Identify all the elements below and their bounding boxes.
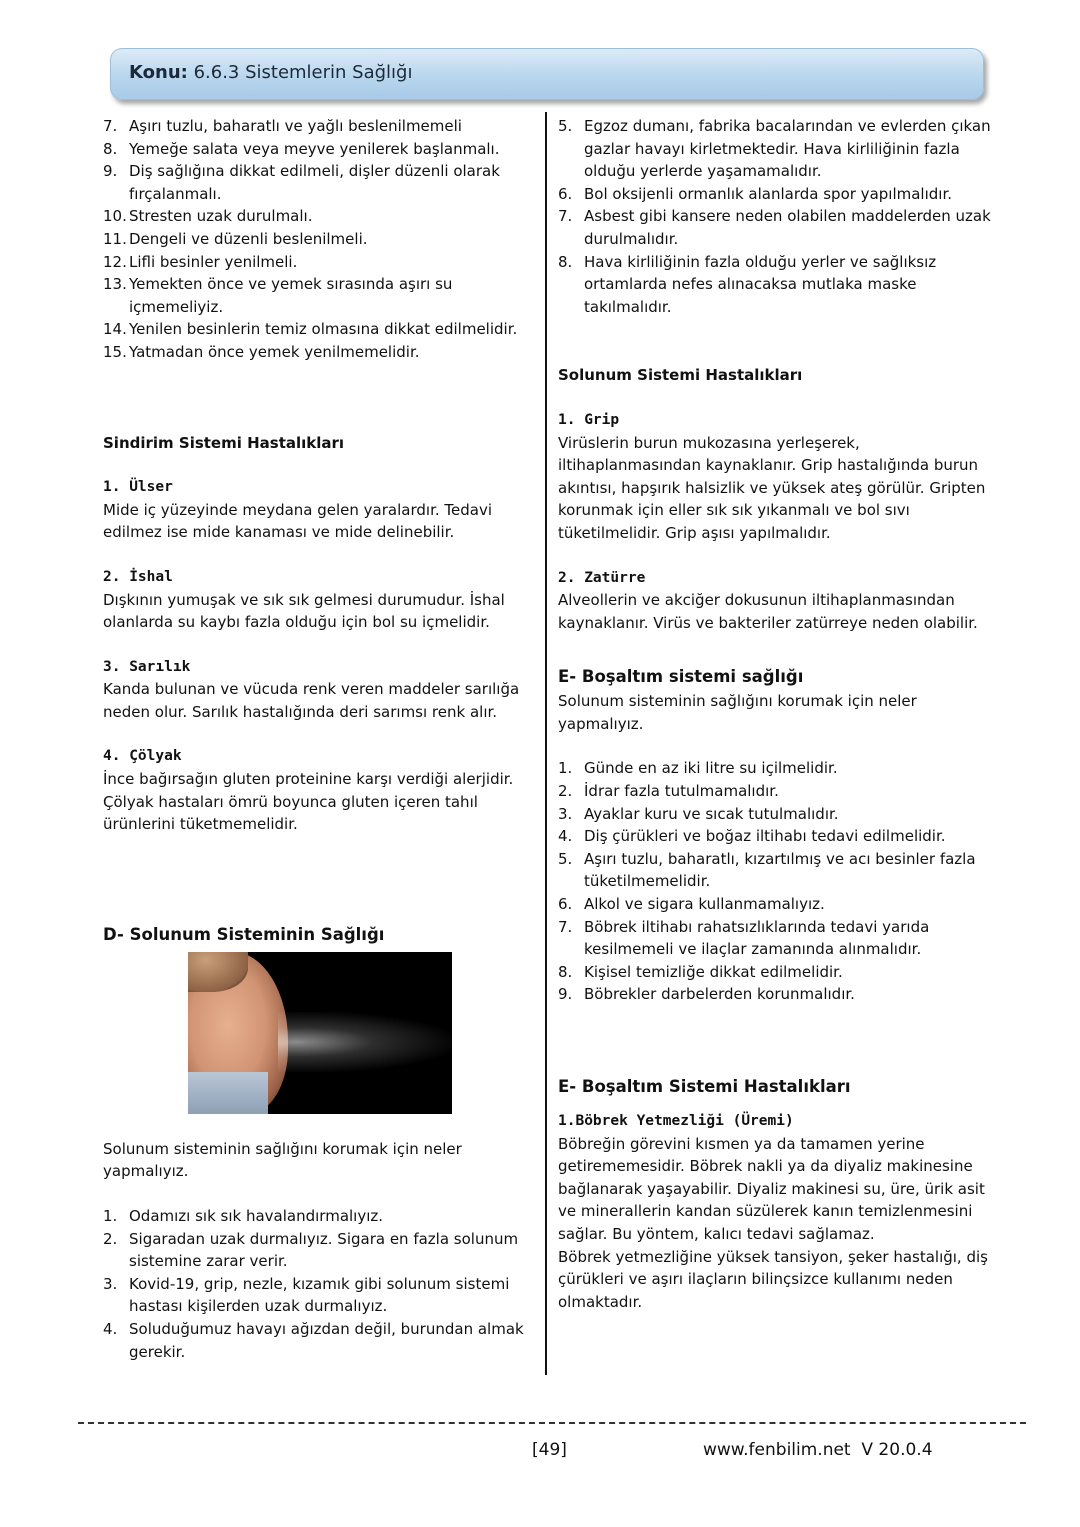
list-item: 11. Dengeli ve düzenli beslenilmeli. [103,229,368,248]
list-item: 6. Bol oksijenli ormanlık alanlarda spor yapılmalıdır. [558,184,952,203]
list-item: 6. Alkol ve sigara kullanmamalıyız. [558,895,825,914]
excretory-intro: Solunum sisteminin sağlığını korumak için neler yapmalıyız. [558,692,917,733]
excretory-diseases-heading: E- Boşaltım Sistemi Hastalıkları [558,1077,851,1096]
left-column [103,115,533,1363]
list-item: 9. Böbrekler darbelerden korunmalıdır. [558,985,855,1004]
disease-text: Virüslerin burun mukozasına yerleşerek, iltihaplanmasından kaynaklanır. Grip hastalığında burun akıntısı, hapşırık halsizlik ve yüksek ateş görülür. Gripten korunmak için eller sık sık yıkanmalı ve bol sıvı tüketilmelidir. Grip aşısı yapılmalıdır. [558,433,986,542]
disease-text: Mide iç yüzeyinde meydana gelen yaralardır. Tedavi edilmez ise mide kanaması ve mide delinebilir. [103,500,492,542]
list-item: 4. Soluduğumuz havayı ağızdan değil, burundan almak gerekir. [103,1320,524,1361]
list-item: 1. Odamızı sık sık havalandırmalıyız. [103,1207,384,1226]
kidney-failure-title: 1.Böbrek Yetmezliği (Üremi) [558,1113,794,1129]
excretory-health-heading: E- Boşaltım sistemi sağlığı [558,667,804,687]
respiratory-tips-list [103,1205,533,1363]
list-item: 8. Hava kirliliğinin fazla olduğu yerler ve sağlıksız ortamlarda nefes alınacaksa mutlaka maske takılmalıdır. [558,252,937,316]
disease-zaturre [558,567,998,635]
list-item: 5. Aşırı tuzlu, baharatlı, kızartılmış ve acı besinler fazla tüketilmemelidir. [558,849,976,891]
list-item: 2. İdrar fazla tutulmamalıdır. [558,782,779,801]
list-item: 7. Aşırı tuzlu, baharatlı ve yağlı beslenilmemeli [103,117,462,135]
disease-title: 1. Grip [558,411,620,428]
respiratory-tips-list-cont [558,115,998,318]
disease-text: Kanda bulunan ve vücuda renk veren maddeler sarılığa neden olur. Sarılık hastalığında deri sarımsı renk alır. [103,680,520,721]
kidney-failure-causes: Böbrek yetmezliğine yüksek tansiyon, şeker hastalığı, diş çürükleri ve aşırı ilaçların bilinçsizce kullanımı neden olmaktadır. [558,1247,988,1311]
list-item: 14. Yenilen besinlerin temiz olmasına dikkat edilmelidir. [103,320,518,339]
list-item: 1. Günde en az iki litre su içilmelidir. [558,759,838,778]
kidney-failure-text: Böbreğin görevini kısmen ya da tamamen yerine getirememesidir. Böbrek nakli ya da diyaliz makinesine bağlanarak yaşayabilir. Diyaliz makinesi su, üre, ürik asit ve minerallerin kandan süzülerek kanın temizlenmesini sağlar. Bu yöntem, kalıcı tedavi sağlamaz. [558,1134,985,1243]
right-column [558,115,998,1313]
disease-text: İnce bağırsağın gluten proteinine karşı verdiği alerjidir. Çölyak hastaları ömrü boyunca gluten içeren tahıl ürünlerini tüketmemelidir. [103,770,514,834]
disease-grip [558,409,998,545]
digestive-diseases-heading: Sindirim Sistemi Hastalıkları [103,433,345,452]
disease-title: 1. Ülser [103,479,173,496]
respiratory-health-heading: D- Solunum Sisteminin Sağlığı [103,924,385,944]
list-item: 3. Kovid-19, grip, nezle, kızamık gibi solunum sistemi hastası kişilerden uzak durmalıyız. [103,1274,510,1316]
disease-sarilik [103,656,533,724]
list-item: 4. Diş çürükleri ve boğaz iltihabı tedavi edilmelidir. [558,827,946,846]
digestive-tips-list [103,115,533,364]
disease-title: 2. Zatürre [558,569,646,586]
disease-title: 4. Çölyak [103,748,182,765]
respiratory-diseases-heading: Solunum Sistemi Hastalıkları [558,366,803,385]
list-item: 10. Stresten uzak durulmalı. [103,207,313,226]
list-item: 13. Yemekten önce ve yemek sırasında aşırı su içmemeliyiz. [103,275,453,316]
list-item: 5. Egzoz dumanı, fabrika bacalarından ve evlerden çıkan gazlar havayı kirletmektedir. Hava kirliliğinin fazla olduğu yerlerde yaşamamalıdır. [558,117,991,181]
disease-title: 3. Sarılık [103,658,191,675]
disease-colyak [103,745,533,835]
page-number: [49] [532,1440,567,1460]
site-url: www.fenbilim.net V 20.0.4 [703,1440,933,1460]
topic-label: Konu: [129,62,188,83]
excretory-tips-list [558,757,998,1006]
topic-header [110,48,984,100]
column-divider [545,112,547,1375]
list-item: 3. Ayaklar kuru ve sıcak tutulmalıdır. [558,804,839,823]
disease-ishal [103,566,533,634]
list-item: 12. Lifli besinler yenilmeli. [103,252,298,271]
list-item: 7. Böbrek iltihabı rahatsızlıklarında tedavi yarıda kesilmemeli ve ilaçlar zamanında alınmalıdır. [558,917,930,959]
disease-title: 2. İshal [103,568,173,585]
list-item: 15. Yatmadan önce yemek yenilmemelidir. [103,342,420,361]
topic-name: 6.6.3 Sistemlerin Sağlığı [193,62,413,83]
topic-title [129,62,412,83]
disease-ulser [103,476,533,544]
disease-text: Alveollerin ve akciğer dokusunun iltihaplanmasından kaynaklanır. Virüs ve bakteriler zatürreye neden olabilir. [558,591,978,632]
list-item: 2. Sigaradan uzak durmalıyız. Sigara en fazla solunum sistemine zarar verir. [103,1229,519,1271]
footer-divider [78,1422,1026,1424]
respiratory-intro: Solunum sisteminin sağlığını korumak için neler yapmalıyız. [103,1139,462,1181]
list-item: 8. Yemeğe salata veya meyve yenilerek başlanmalı. [103,139,500,158]
list-item: 9. Diş sağlığına dikkat edilmeli, dişler düzenli olarak fırçalanmalı. [103,162,500,203]
list-item: 8. Kişisel temizliğe dikkat edilmelidir. [558,962,843,981]
list-item: 7. Asbest gibi kansere neden olabilen maddelerden uzak durulmalıdır. [558,207,991,248]
disease-text: Dışkının yumuşak ve sık sık gelmesi durumudur. İshal olanlarda su kaybı fazla olduğu için bol su içmelidir. [103,590,505,632]
sneezing-photo [188,952,452,1114]
